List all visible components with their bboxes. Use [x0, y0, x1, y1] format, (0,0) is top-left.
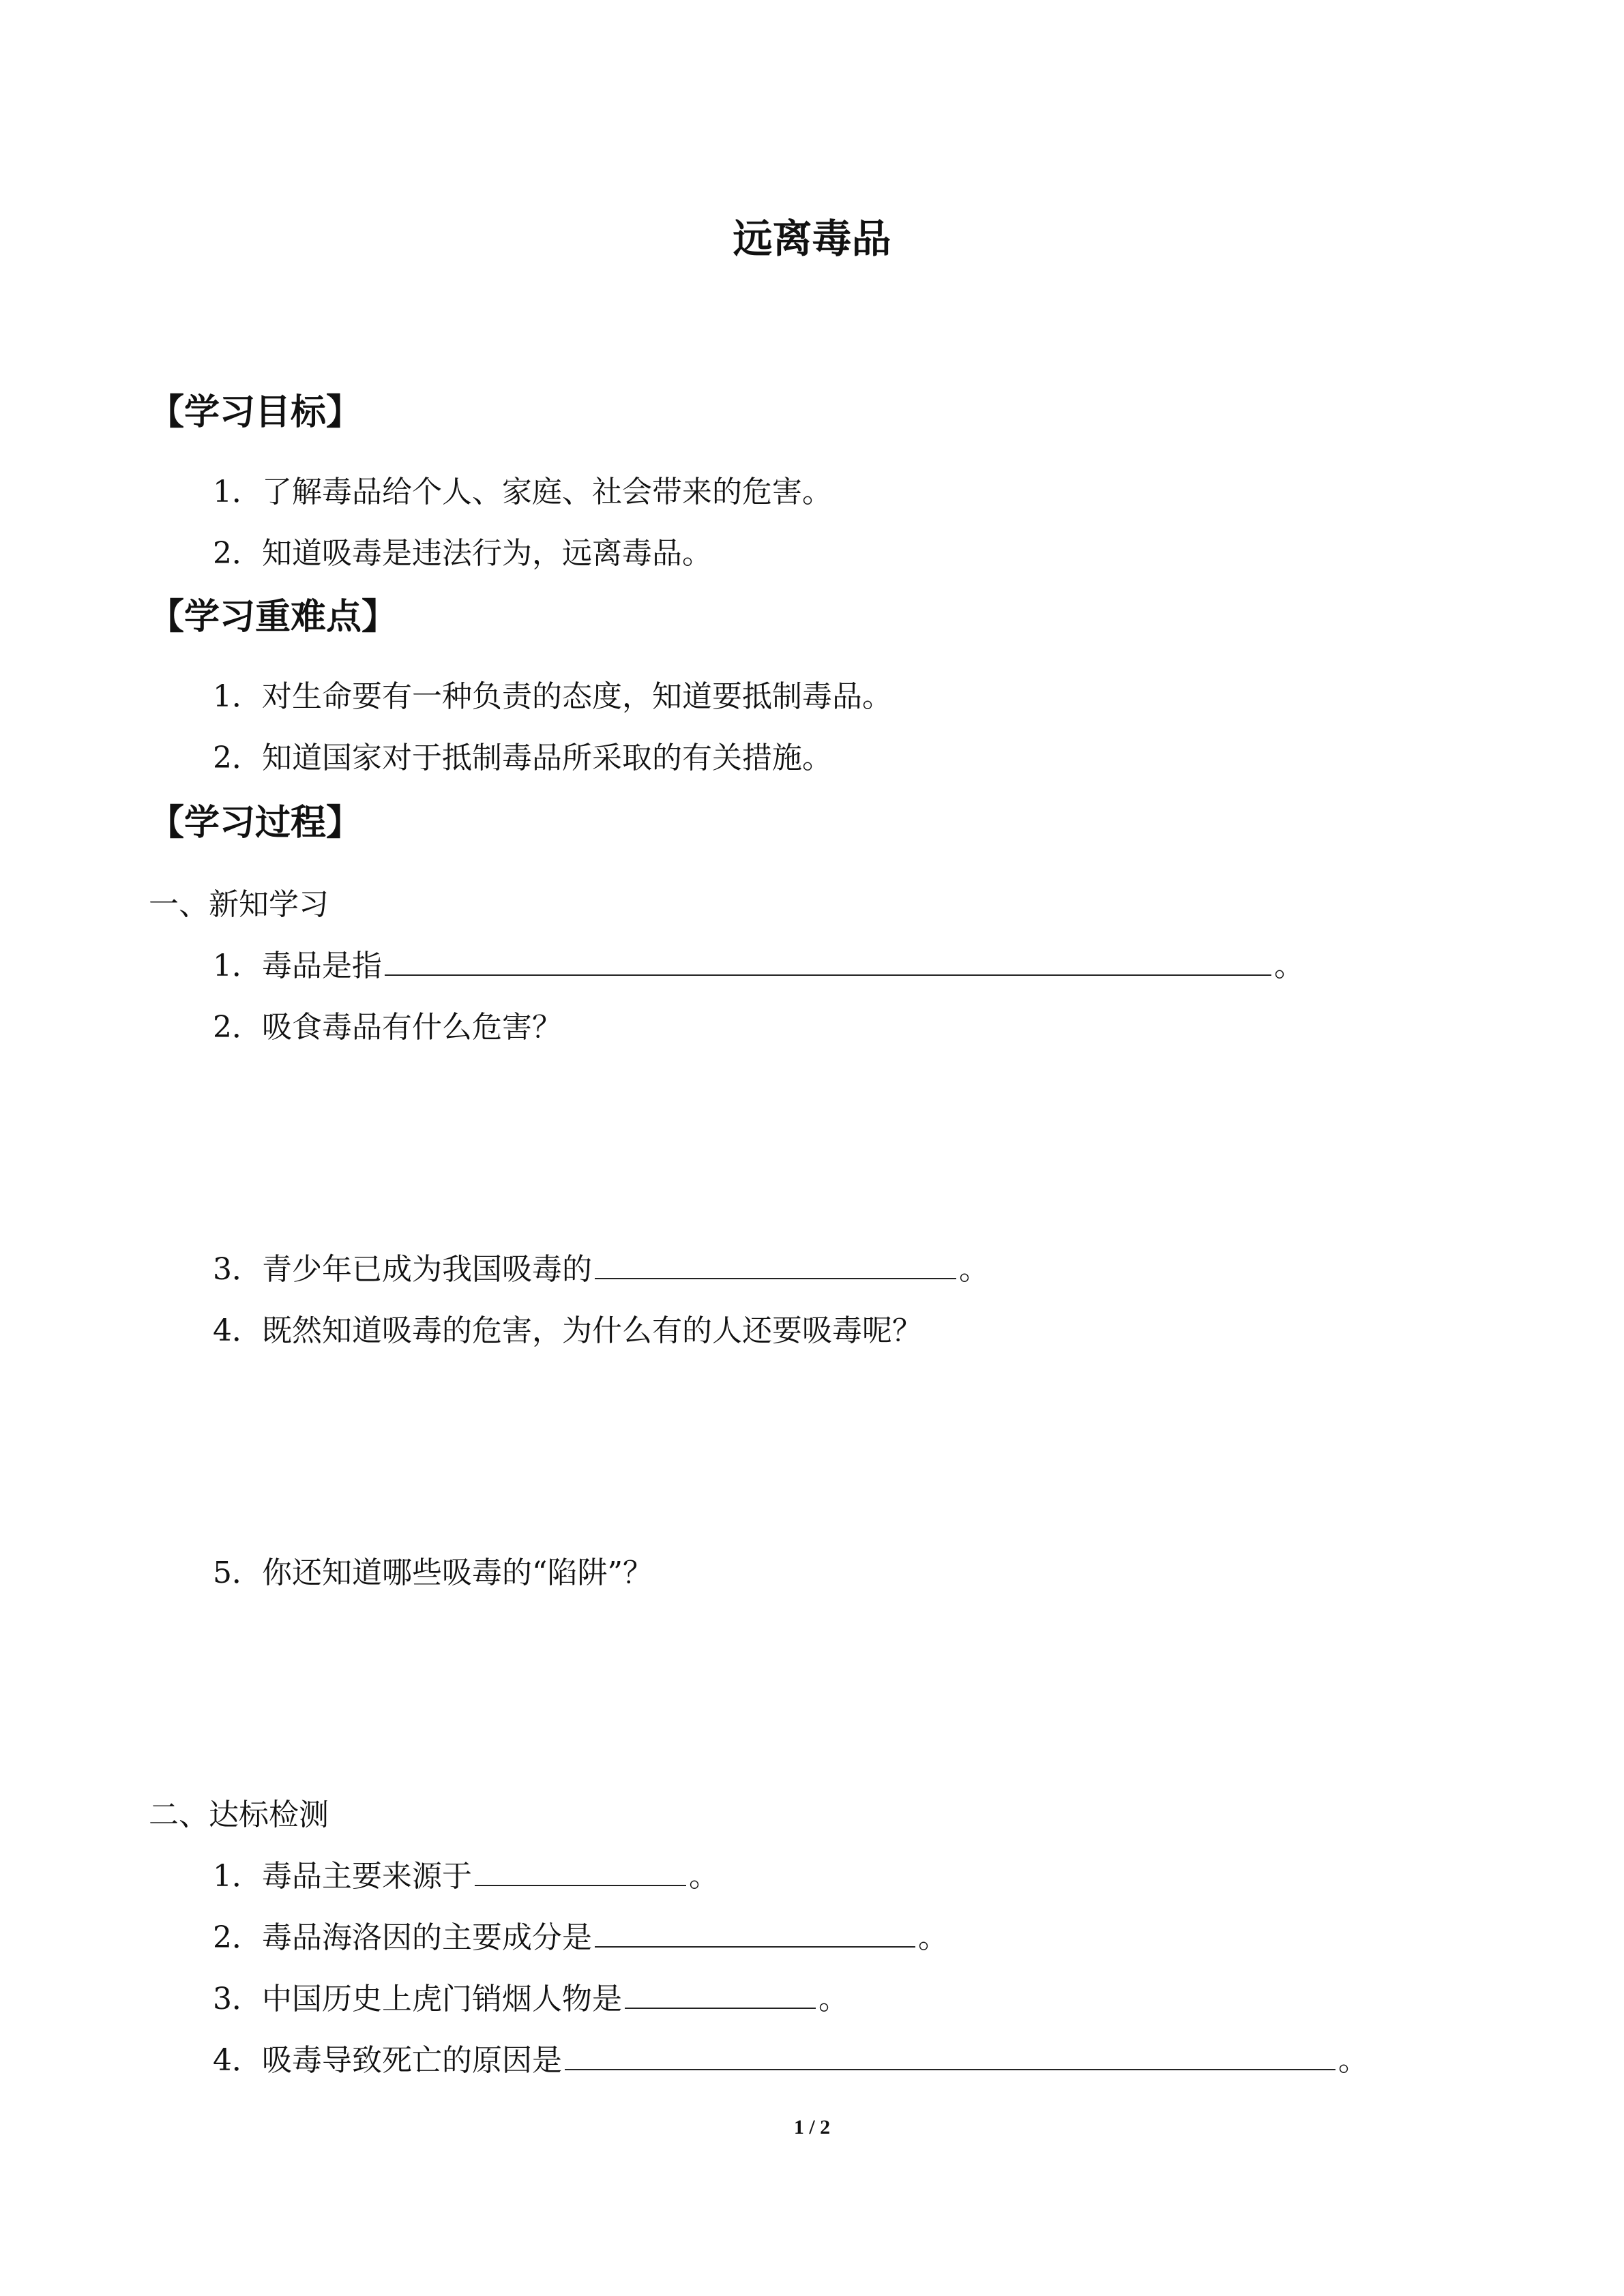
answer-blank-3[interactable]: [595, 1251, 956, 1279]
check-question-4: [213, 2039, 1368, 2083]
check-question-2: [213, 1916, 948, 1960]
objectives-heading: 【学习目标】: [149, 391, 362, 433]
check-blank-4[interactable]: [565, 2042, 1335, 2070]
question-3-text: 3．青少年已成为我国吸毒的: [213, 1252, 592, 1287]
check-question-3-end: 。: [818, 1982, 848, 2016]
check-blank-3[interactable]: [625, 1980, 816, 2009]
check-question-3-text: 3．中国历史上虎门销烟人物是: [213, 1982, 622, 2016]
check-question-1-end: 。: [689, 1859, 719, 1894]
question-3-end: 。: [959, 1252, 989, 1287]
check-question-2-end: 。: [918, 1920, 948, 1955]
part1-title: 一、新知学习: [149, 887, 329, 922]
check-question-2-text: 2．毒品海洛因的主要成分是: [213, 1920, 592, 1955]
check-question-1-text: 1．毒品主要来源于: [213, 1859, 472, 1894]
objective-item-2: 2．知道吸毒是违法行为，远离毒品。: [213, 536, 712, 571]
process-heading: 【学习过程】: [149, 802, 362, 844]
question-1-end: 。: [1274, 949, 1304, 983]
check-blank-1[interactable]: [475, 1858, 686, 1886]
check-blank-2[interactable]: [595, 1919, 915, 1948]
page-title: 远离毒品: [733, 215, 891, 262]
key-point-item-2: 2．知道国家对于抵制毒品所采取的有关措施。: [213, 741, 832, 775]
question-2: 2．吸食毒品有什么危害？: [213, 1010, 562, 1045]
key-points-heading: 【学习重难点】: [149, 596, 398, 638]
check-question-4-end: 。: [1338, 2043, 1368, 2078]
check-question-1: [213, 1855, 719, 1898]
question-3: [213, 1248, 989, 1292]
objective-item-1: 1．了解毒品给个人、家庭、社会带来的危害。: [213, 475, 832, 509]
question-1: [213, 944, 1304, 988]
page-number: 1 / 2: [793, 2116, 831, 2138]
part2-title: 二、达标检测: [149, 1798, 329, 1832]
check-question-4-text: 4．吸毒导致死亡的原因是: [213, 2043, 562, 2078]
check-question-3: [213, 1978, 848, 2021]
question-1-text: 1．毒品是指: [213, 949, 382, 983]
question-4: 4．既然知道吸毒的危害，为什么有的人还要吸毒呢？: [213, 1313, 922, 1348]
answer-blank-1[interactable]: [385, 947, 1271, 976]
key-point-item-1: 1．对生命要有一种负责的态度，知道要抵制毒品。: [213, 679, 892, 714]
question-5: 5．你还知道哪些吸毒的“陷阱”？: [213, 1555, 653, 1590]
